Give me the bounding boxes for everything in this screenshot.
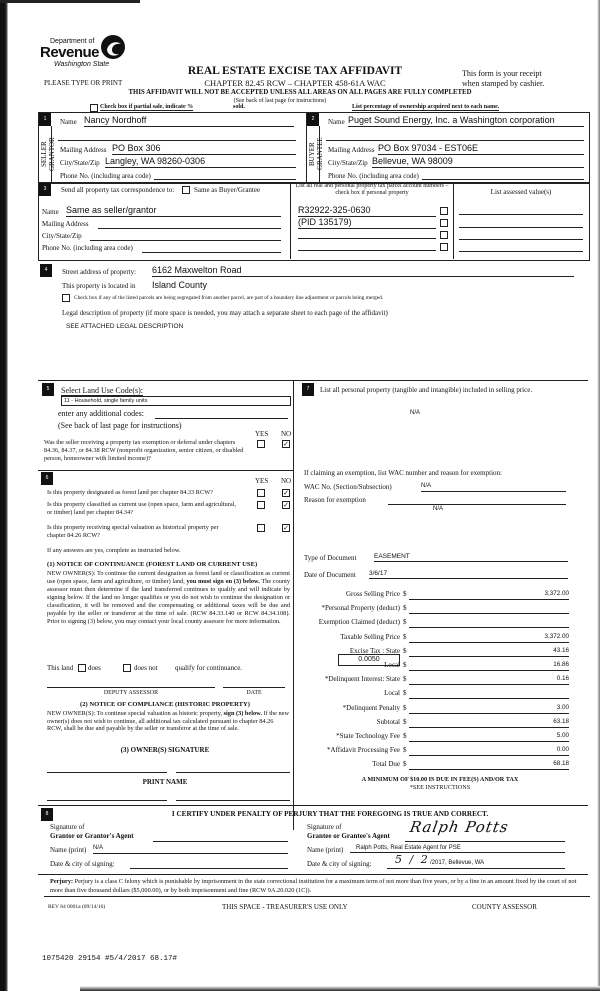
see-instructions: *SEE INSTRUCTIONS <box>409 784 471 791</box>
lower-top-rule <box>38 380 588 381</box>
buyer-city-label: City/State/Zip <box>328 159 368 167</box>
tax-line-currency: $ <box>403 760 407 769</box>
buyer-name-line2[interactable] <box>326 139 584 141</box>
perjury-text: Perjury is a class C felony which is punishable by imprisonment in the state correctional institution for a maximum term of not more than five years, or by a fine in an amount fixed by the court of not more than five thousand dollars ($5,000.00), or by both imprisonment and fine (RCW 9A.20.020 (1C)). <box>50 878 577 894</box>
notice-1-body <box>47 570 290 626</box>
certify-statement: I CERTIFY UNDER PENALTY OF PERJURY THAT THE FOREGOING IS TRUE AND CORRECT. <box>171 810 489 818</box>
tax-line-label: *Delinquent Penalty <box>342 703 400 712</box>
parcel-2-personal-checkbox[interactable] <box>440 219 448 227</box>
grantor-date-label: Date & city of signing: <box>50 860 115 868</box>
seller-name-line2[interactable] <box>58 139 296 141</box>
logo-line1: Department of <box>50 38 95 45</box>
print-name-line-2[interactable] <box>176 799 290 801</box>
corr-divider-2 <box>453 182 454 259</box>
tax-line-label: Excise Tax : State <box>349 646 400 655</box>
exemption-question: Was the seller receiving a property tax exemption or deferral under chapters 84.36, 84.37, or 84.38 RCW (nonprofit organization, senior citizen, or disabled person, homeowner with limited income)? <box>44 439 244 462</box>
tax-line-currency: $ <box>403 675 407 684</box>
q-current-use: Is this property classified as current use (open space, farm and agricultural, or timber) land per chapter 84.34? <box>47 501 237 516</box>
section-6-number: 6 <box>41 472 53 485</box>
personal-property-label: List all personal property (tangible and intangible) included in selling price. <box>320 386 533 394</box>
section-2-number: 2 <box>307 113 319 126</box>
tax-line-value[interactable]: 3.00 <box>409 704 569 714</box>
receipt-note-2: when stamped by cashier. <box>462 79 545 88</box>
seller-mailing-label: Mailing Address <box>60 146 107 154</box>
grantor-date-field[interactable] <box>130 860 288 869</box>
street-field[interactable]: 6162 Maxwelton Road <box>152 265 574 277</box>
form-subtitle: CHAPTER 82.45 RCW – CHAPTER 458-61A WAC <box>204 78 386 88</box>
this-land-label: This land <box>47 664 74 672</box>
grantee-date-typed: /2017, Bellevue, WA <box>430 860 485 866</box>
section-7-number: 7 <box>302 383 314 396</box>
minimum-note: A MINIMUM OF $10.00 IS DUE IN FEE(S) AND/OR TAX <box>361 776 519 783</box>
doc-date-label: Date of Document <box>304 571 356 579</box>
section-5-number: 5 <box>42 383 54 396</box>
corr-mailing-label: Mailing Address <box>42 220 89 228</box>
grantee-date-handwritten: 5 / 2 <box>395 853 430 866</box>
exemption-no-checkbox[interactable]: ✓ <box>283 440 289 448</box>
tax-line-label: Local <box>384 689 400 698</box>
land-use-see-back: (See back of last page for instructions) <box>58 421 182 430</box>
located-label: This property is located in <box>62 282 136 290</box>
q-historical-yes-checkbox[interactable] <box>257 524 265 532</box>
tax-line-value[interactable] <box>409 689 569 699</box>
doc-type-label: Type of Document <box>304 554 357 562</box>
notice-1-body-bold: you must sign on (3) below. <box>186 578 260 585</box>
tax-line-value[interactable]: 3,372.00 <box>409 633 569 643</box>
section-1-number: 1 <box>39 113 51 126</box>
parcel-1-assessed[interactable] <box>459 213 583 215</box>
exemption-yes-checkbox[interactable] <box>257 440 265 448</box>
land-use-label: Select Land Use Code(s): <box>61 386 143 395</box>
wac-label: WAC No. (Section/Subsection) <box>304 483 392 491</box>
corr-phone-label: Phone No. (including area code) <box>42 244 133 252</box>
additional-codes-label: enter any additional codes: <box>58 409 144 418</box>
seller-label: SELLER <box>40 141 48 167</box>
seller-phone-label: Phone No. (including area code) <box>60 172 151 180</box>
located-field[interactable]: Island County <box>152 280 208 290</box>
buyer-phone-field[interactable] <box>422 171 584 180</box>
corr-divider-1 <box>290 182 291 259</box>
corr-city-field[interactable] <box>90 232 281 241</box>
grantor-label: GRANTOR <box>48 137 56 171</box>
section-6-rule <box>38 470 293 471</box>
grantee-label: GRANTEE <box>316 137 324 171</box>
notice-2-body-bold: sign (3) below. <box>223 710 262 717</box>
partial-sale-sold: sold. <box>233 104 245 110</box>
buyer-phone-label: Phone No. (including area code) <box>328 172 419 180</box>
if-yes-note: If any answers are yes, complete as instructed below. <box>47 547 181 554</box>
scan-edge-left <box>0 0 8 991</box>
q-historical: Is this property receiving special valuation as historical property per chapter 84.26 RCW? <box>47 524 219 539</box>
notice-1-body-a: NEW OWNER(S): To continue the current designation as forest land or classification as current use (open space, farm and agriculture, or timber) land, <box>47 570 290 585</box>
no-header-6: NO <box>281 477 292 485</box>
tax-line-label: *Affidavit Processing Fee <box>327 746 400 755</box>
corr-phone-field[interactable] <box>142 244 281 253</box>
tax-line-value[interactable] <box>409 604 569 614</box>
land-use-select[interactable]: 11 - Household, single family units <box>61 396 291 406</box>
tax-line-label: *State Technology Fee <box>336 732 400 740</box>
section-8-number: 8 <box>41 808 53 821</box>
owner-signature-line-2[interactable] <box>176 771 290 773</box>
section-4-number: 4 <box>40 264 52 277</box>
parcel-3-assessed[interactable] <box>459 238 583 240</box>
buyer-label: BUYER <box>308 142 316 166</box>
warning-line: THIS AFFIDAVIT WILL NOT BE ACCEPTED UNLESS ALL AREAS ON ALL PAGES ARE FULLY COMPLETED <box>128 89 472 96</box>
ownership-note: List percentage of ownership acquired next to each name. <box>352 104 500 110</box>
print-name-line-1[interactable] <box>47 799 167 801</box>
deputy-assessor-line[interactable] <box>47 686 215 688</box>
perjury-statement <box>50 877 590 895</box>
seller-city-field[interactable]: Langley, WA 98260-0306 <box>105 156 296 168</box>
reason-value: N/A <box>432 506 443 512</box>
treasurer-use: THIS SPACE - TREASURER'S USE ONLY <box>222 903 348 911</box>
tax-line-label: Taxable Selling Price <box>340 632 400 641</box>
grantor-sig-label-1: Signature of <box>50 823 85 831</box>
tax-line-currency: $ <box>403 590 407 598</box>
segregated-checkbox[interactable] <box>62 294 70 302</box>
parcel-2-assessed[interactable] <box>459 226 583 228</box>
seller-phone-field[interactable] <box>154 171 296 180</box>
grantee-signature: Ralph Potts <box>408 818 511 836</box>
buyer-mailing-label: Mailing Address <box>328 146 375 154</box>
segregated-label: Check box if any of the listed parcels are being segregated from another parcel, are part of a boundary line adjustment or parcels being merged. <box>74 295 384 301</box>
q-forest-land: Is this property designated as forest land per chapter 84.33 RCW? <box>47 489 213 496</box>
parcel-1-personal-checkbox[interactable] <box>440 207 448 215</box>
tax-line-value[interactable]: 0.00 <box>409 746 569 756</box>
scan-edge-bottom <box>80 986 600 991</box>
partial-sale-checkbox[interactable] <box>90 104 98 112</box>
grantor-signature-field[interactable] <box>153 834 288 842</box>
form-number: REV 84 0001a (09/14/16) <box>48 904 106 910</box>
corr-name-field[interactable]: Same as seller/grantor <box>66 205 281 217</box>
buyer-side-label <box>308 132 324 176</box>
parcel-row-2[interactable]: (PID 135179) <box>298 217 436 229</box>
grantor-sig-label-2: Grantor or Grantor's Agent <box>50 832 134 840</box>
see-back-note: (See back of last page for instructions) <box>233 98 327 104</box>
tax-line-currency: $ <box>403 732 407 740</box>
buyer-name-label: Name <box>328 118 345 126</box>
logo-line2: Revenue <box>40 44 100 61</box>
corr-mailing-field[interactable] <box>98 220 281 229</box>
corr-city-label: City/State/Zip <box>42 232 82 240</box>
tax-line-value[interactable]: 5.00 <box>409 732 569 742</box>
additional-codes-field[interactable] <box>155 417 288 419</box>
parcel-row-4[interactable] <box>298 242 436 251</box>
perjury-rule-top <box>38 874 588 875</box>
tax-line-value[interactable]: 16.86 <box>409 661 569 671</box>
dor-logo <box>40 34 140 74</box>
grantee-name-label: Name (print) <box>307 846 344 854</box>
tax-line-value[interactable]: 3,372.00 <box>409 590 569 600</box>
assessed-header: List assessed value(s) <box>490 188 552 196</box>
legal-description[interactable]: SEE ATTACHED LEGAL DESCRIPTION <box>66 323 184 330</box>
notice-2-body-a: NEW OWNER(S): To continue special valuation as historic property, <box>47 710 223 717</box>
tax-line-value[interactable]: 0.16 <box>409 675 569 685</box>
q-current-use-yes-checkbox[interactable] <box>257 501 265 509</box>
reason-label: Reason for exemption <box>304 496 366 504</box>
tax-line-label: Exemption Claimed (deduct) <box>318 618 400 627</box>
perjury-bold: Perjury: <box>50 878 74 885</box>
parcel-4-personal-checkbox[interactable] <box>440 243 448 251</box>
column-divider <box>293 380 294 830</box>
no-header-5: NO <box>281 430 292 438</box>
tax-line-value[interactable]: 63.18 <box>409 718 569 728</box>
tax-line-label: Subtotal <box>376 717 400 726</box>
q-forest-yes-checkbox[interactable] <box>257 489 265 497</box>
tax-line-currency: $ <box>403 646 407 655</box>
local-rate-box[interactable]: 0.0050 <box>338 654 400 666</box>
corr-name-label: Name <box>42 208 59 216</box>
grantee-sig-label-2: Grantee or Grantee's Agent <box>307 832 390 840</box>
owner-signature-label: (3) OWNER(S) SIGNATURE <box>120 746 210 754</box>
county-assessor: COUNTY ASSESSOR <box>472 903 537 911</box>
buyer-city-field[interactable]: Bellevue, WA 98009 <box>372 156 584 168</box>
tax-line-label: Total Due <box>372 760 400 769</box>
perjury-rule-bottom <box>44 896 590 897</box>
same-as-buyer-checkbox[interactable] <box>182 186 190 194</box>
tax-line-currency: $ <box>403 703 407 712</box>
correspondence-label: Send all property tax correspondence to: <box>61 186 175 194</box>
seller-side-label <box>40 132 56 176</box>
yes-header-5: YES <box>255 430 269 438</box>
deputy-assessor-label: DEPUTY ASSESSOR <box>103 690 159 696</box>
assessor-date-label: DATE <box>246 690 262 696</box>
owner-signature-line-1[interactable] <box>47 771 167 773</box>
logo-line3: Washington State <box>54 61 110 68</box>
notice-2-body <box>47 710 290 733</box>
notice-1-body-b: The county assessor must then determine if the land transferred continues to qualify and will indicate by signing below. If the land no longer qualifies or you do not wish to continue the designation or classification, it will be removed and the compensating or additional taxes will be due and payable by the seller or transferor at the time of sale. (RCW 84.33.140 or RCW 84.34.108). Prior to signing (3) below, you may contact your local county assessor for more information. <box>47 578 290 625</box>
does-not-label: does not <box>134 664 158 672</box>
parcel-3-personal-checkbox[interactable] <box>440 231 448 239</box>
tax-line-currency: $ <box>403 746 407 755</box>
tax-line-currency: $ <box>403 661 407 669</box>
seller-name-field[interactable]: Nancy Nordhoff <box>84 115 294 127</box>
doc-type-field[interactable]: EASEMENT <box>374 553 568 562</box>
parcel-row-1[interactable]: R32922-325-0630 <box>298 205 436 217</box>
scan-edge-top <box>0 0 140 3</box>
personal-property-value[interactable]: N/A <box>409 410 420 416</box>
tax-line-label: Local <box>384 661 400 669</box>
notice-2-body-b: If the new owner(s) does not wish to continue, all additional tax calculated pursuant to chapter 84.26 RCW, shall be due and payable by the seller or transferor at the time of sale. <box>47 710 290 732</box>
doc-date-field[interactable]: 3/6/17 <box>369 570 568 579</box>
tax-line-currency: $ <box>403 689 407 698</box>
tax-line-label: Gross Selling Price <box>345 590 400 598</box>
parcel-4-assessed[interactable] <box>459 250 583 252</box>
dor-swirl-logo-icon <box>100 34 126 60</box>
tax-line-currency: $ <box>403 632 407 641</box>
cashier-stamp: 1075420 29154 #5/4/2017 68.17# <box>42 955 178 963</box>
parcels-header: List all real and personal property tax parcel account numbers – check box if personal property <box>295 183 449 196</box>
tax-line-currency: $ <box>403 618 407 627</box>
print-name-label: PRINT NAME <box>142 778 188 786</box>
same-as-buyer-label: Same as Buyer/Grantee <box>194 186 261 194</box>
tax-line-currency: $ <box>403 604 407 613</box>
street-label: Street address of property: <box>62 268 137 276</box>
form-title: REAL ESTATE EXCISE TAX AFFIDAVIT <box>187 65 403 77</box>
section-3-number: 3 <box>39 183 51 196</box>
does-checkbox[interactable] <box>78 664 86 672</box>
exemption-claim-label: If claiming an exemption, list WAC number and reason for exemption: <box>304 469 502 477</box>
tax-line-value[interactable] <box>409 618 569 628</box>
seller-mailing-field[interactable]: PO Box 306 <box>112 143 296 155</box>
does-not-checkbox[interactable] <box>123 664 131 672</box>
notice-2-title: (2) NOTICE OF COMPLIANCE (HISTORIC PROPERTY) <box>80 701 250 708</box>
qualify-label: qualify for continuance. <box>175 664 243 672</box>
q-forest-no-checkbox[interactable]: ✓ <box>283 489 289 497</box>
wac-field[interactable]: N/A <box>421 483 566 492</box>
does-label: does <box>88 664 101 672</box>
seller-city-label: City/State/Zip <box>60 159 100 167</box>
tax-line-label: *Personal Property (deduct) <box>321 604 400 613</box>
q-current-use-no-checkbox[interactable]: ✓ <box>283 501 289 509</box>
notice-1-title: (1) NOTICE OF CONTINUANCE (FOREST LAND OR CURRENT USE) <box>47 561 258 568</box>
grantor-name-field[interactable]: N/A <box>93 845 288 854</box>
assessor-date-line[interactable] <box>223 686 285 688</box>
grantor-name-label: Name (print) <box>50 846 87 854</box>
legal-label: Legal description of property (if more space is needed, you may attach a separate sheet to each page of the affidavit) <box>62 309 388 317</box>
seller-name-label: Name <box>60 118 77 126</box>
grantee-date-label: Date & city of signing: <box>307 860 372 868</box>
grantee-sig-label-1: Signature of <box>307 823 342 831</box>
tax-line-currency: $ <box>403 717 407 726</box>
please-type-label: PLEASE TYPE OR PRINT <box>44 79 123 87</box>
tax-line-value[interactable]: 68.18 <box>409 760 569 770</box>
partial-sale-label: Check box if partial sale, indicate % <box>100 104 194 110</box>
yes-header-6: YES <box>255 477 269 485</box>
q-historical-no-checkbox[interactable]: ✓ <box>283 524 289 532</box>
receipt-note-1: This form is your receipt <box>462 69 542 78</box>
section-8-rule <box>38 805 588 806</box>
reason-field[interactable] <box>388 496 566 505</box>
buyer-name-field[interactable]: Puget Sound Energy, Inc. a Washington corporation <box>348 115 584 127</box>
tax-line-label: *Delinquent Interest: State <box>324 675 400 684</box>
grantee-name-field[interactable]: Ralph Potts, Real Estate Agent for PSE <box>350 845 565 853</box>
tax-line-value[interactable]: 43.16 <box>409 647 569 657</box>
buyer-mailing-field[interactable]: PO Box 97034 - EST06E <box>378 143 584 155</box>
parcel-row-3[interactable] <box>298 230 436 239</box>
